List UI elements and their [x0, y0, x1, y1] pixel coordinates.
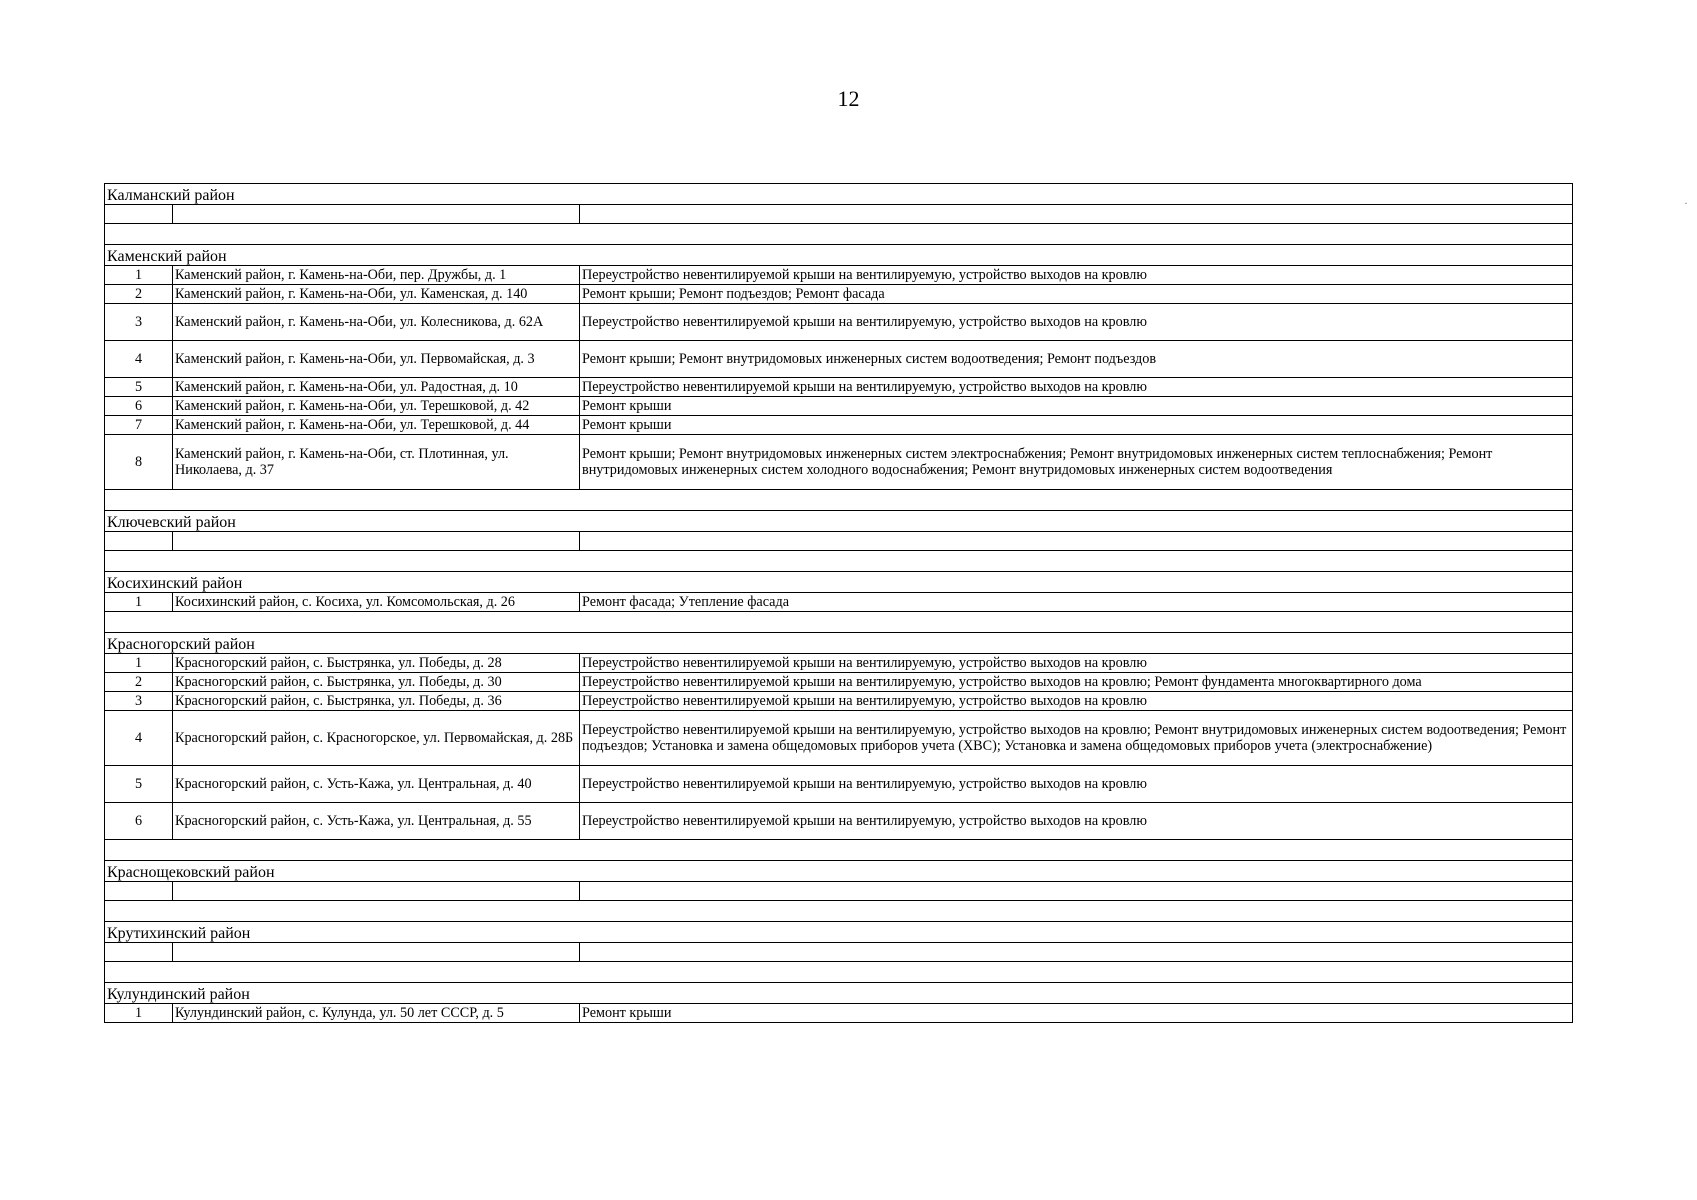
row-number: 3: [105, 692, 173, 711]
empty-row: [105, 205, 1573, 224]
work-cell: [580, 205, 1573, 224]
row-number: 5: [105, 766, 173, 803]
district-name: Косихинский район: [105, 572, 1573, 593]
table-row: [105, 397, 1573, 416]
work-types-cell: Переустройство невентилируемой крыши на вентилируемую, устройство выходов на кровлю: [580, 304, 1573, 341]
table-row: [105, 803, 1573, 840]
district-header-row: [105, 922, 1573, 943]
district-header-row: [105, 184, 1573, 205]
spacer-row: [105, 901, 1573, 922]
table-row: [105, 416, 1573, 435]
address-cell: Косихинский район, с. Косиха, ул. Комсомольская, д. 26: [173, 593, 580, 612]
num-cell: [105, 943, 173, 962]
work-cell: [580, 882, 1573, 901]
page-number: 12: [837, 86, 860, 111]
row-number: 6: [105, 803, 173, 840]
district-name: Красногорский район: [105, 633, 1573, 654]
address-cell: Каменский район, г. Камень-на-Оби, ул. Терешковой, д. 42: [173, 397, 580, 416]
address-cell: Красногорский район, с. Быстрянка, ул. Победы, д. 28: [173, 654, 580, 673]
spacer-cell: [105, 612, 1573, 633]
work-cell: [580, 532, 1573, 551]
spacer-row: [105, 224, 1573, 245]
repair-register-table: [104, 183, 1573, 1023]
address-cell: [173, 532, 580, 551]
table-row: [105, 1004, 1573, 1023]
work-types-cell: Переустройство невентилируемой крыши на вентилируемую, устройство выходов на кровлю; Ремонт внутридомовых инженерных систем водоотведения; Ремонт подъездов; Установка и замена общедомовых приборов учета (ХВС); Установка и замена общедомовых приборов учета (электроснабжение): [580, 711, 1573, 766]
address-cell: Каменский район, г. Камень-на-Оби, ул. Первомайская, д. 3: [173, 341, 580, 378]
spacer-row: [105, 612, 1573, 633]
spacer-cell: [105, 490, 1573, 511]
district-header-row: [105, 511, 1573, 532]
spacer-cell: [105, 840, 1573, 861]
row-number: 2: [105, 673, 173, 692]
address-cell: Каменский район, г. Камень-на-Оби, ул. Колесникова, д. 62А: [173, 304, 580, 341]
row-number: 2: [105, 285, 173, 304]
work-cell: [580, 943, 1573, 962]
work-types-cell: Переустройство невентилируемой крыши на вентилируемую, устройство выходов на кровлю: [580, 692, 1573, 711]
district-name: Калманский район: [105, 184, 1573, 205]
row-number: 1: [105, 1004, 173, 1023]
row-number: 7: [105, 416, 173, 435]
row-number: 8: [105, 435, 173, 490]
table-row: [105, 285, 1573, 304]
address-cell: Каменский район, г. Камень-на-Оби, ст. Плотинная, ул. Николаева, д. 37: [173, 435, 580, 490]
table-row: [105, 341, 1573, 378]
row-number: 1: [105, 593, 173, 612]
row-number: 1: [105, 654, 173, 673]
spacer-cell: [105, 901, 1573, 922]
empty-row: [105, 882, 1573, 901]
district-name: Ключевский район: [105, 511, 1573, 532]
num-cell: [105, 882, 173, 901]
address-cell: Красногорский район, с. Быстрянка, ул. Победы, д. 36: [173, 692, 580, 711]
work-types-cell: Переустройство невентилируемой крыши на вентилируемую, устройство выходов на кровлю: [580, 654, 1573, 673]
address-cell: Красногорский район, с. Усть-Кажа, ул. Центральная, д. 55: [173, 803, 580, 840]
district-name: Кулундинский район: [105, 983, 1573, 1004]
spacer-row: [105, 551, 1573, 572]
address-cell: Красногорский район, с. Красногорское, ул. Первомайская, д. 28Б: [173, 711, 580, 766]
spacer-row: [105, 962, 1573, 983]
work-types-cell: Переустройство невентилируемой крыши на вентилируемую, устройство выходов на кровлю: [580, 378, 1573, 397]
spacer-cell: [105, 962, 1573, 983]
scan-artifact: ·: [1684, 196, 1688, 210]
row-number: 6: [105, 397, 173, 416]
empty-row: [105, 532, 1573, 551]
work-types-cell: Ремонт крыши; Ремонт подъездов; Ремонт фасада: [580, 285, 1573, 304]
address-cell: [173, 882, 580, 901]
spacer-cell: [105, 551, 1573, 572]
num-cell: [105, 205, 173, 224]
district-header-row: [105, 983, 1573, 1004]
row-number: 3: [105, 304, 173, 341]
num-cell: [105, 532, 173, 551]
work-types-cell: Переустройство невентилируемой крыши на вентилируемую, устройство выходов на кровлю: [580, 766, 1573, 803]
spacer-row: [105, 840, 1573, 861]
work-types-cell: Переустройство невентилируемой крыши на вентилируемую, устройство выходов на кровлю: [580, 803, 1573, 840]
address-cell: [173, 205, 580, 224]
district-name: Каменский район: [105, 245, 1573, 266]
district-name: Крутихинский район: [105, 922, 1573, 943]
spacer-row: [105, 490, 1573, 511]
address-cell: Красногорский район, с. Быстрянка, ул. Победы, д. 30: [173, 673, 580, 692]
work-types-cell: Переустройство невентилируемой крыши на вентилируемую, устройство выходов на кровлю: [580, 266, 1573, 285]
empty-row: [105, 943, 1573, 962]
table-row: [105, 654, 1573, 673]
work-types-cell: Ремонт крыши: [580, 397, 1573, 416]
table-row: [105, 304, 1573, 341]
register-body: [105, 184, 1573, 1023]
district-header-row: [105, 861, 1573, 882]
work-types-cell: Ремонт фасада; Утепление фасада: [580, 593, 1573, 612]
work-types-cell: Ремонт крыши: [580, 1004, 1573, 1023]
address-cell: Кулундинский район, с. Кулунда, ул. 50 лет СССР, д. 5: [173, 1004, 580, 1023]
address-cell: Красногорский район, с. Усть-Кажа, ул. Центральная, д. 40: [173, 766, 580, 803]
row-number: 4: [105, 341, 173, 378]
row-number: 1: [105, 266, 173, 285]
work-types-cell: Ремонт крыши; Ремонт внутридомовых инженерных систем электроснабжения; Ремонт внутридомовых инженерных систем теплоснабжения; Ремонт внутридомовых инженерных систем холодного водоснабжения; Ремонт внутридомовых инженерных систем водоотведения: [580, 435, 1573, 490]
district-header-row: [105, 633, 1573, 654]
table-row: [105, 378, 1573, 397]
address-cell: [173, 943, 580, 962]
work-types-cell: Ремонт крыши: [580, 416, 1573, 435]
address-cell: Каменский район, г. Камень-на-Оби, ул. Терешковой, д. 44: [173, 416, 580, 435]
table-row: [105, 673, 1573, 692]
address-cell: Каменский район, г. Камень-на-Оби, ул. Каменская, д. 140: [173, 285, 580, 304]
district-header-row: [105, 572, 1573, 593]
spacer-cell: [105, 224, 1573, 245]
address-cell: Каменский район, г. Камень-на-Оби, ул. Радостная, д. 10: [173, 378, 580, 397]
row-number: 5: [105, 378, 173, 397]
district-header-row: [105, 245, 1573, 266]
table-row: [105, 266, 1573, 285]
table-row: [105, 593, 1573, 612]
work-types-cell: Ремонт крыши; Ремонт внутридомовых инженерных систем водоотведения; Ремонт подъездов: [580, 341, 1573, 378]
table-row: [105, 766, 1573, 803]
row-number: 4: [105, 711, 173, 766]
table-row: [105, 435, 1573, 490]
table-row: [105, 711, 1573, 766]
table-row: [105, 692, 1573, 711]
district-name: Краснощековский район: [105, 861, 1573, 882]
address-cell: Каменский район, г. Камень-на-Оби, пер. Дружбы, д. 1: [173, 266, 580, 285]
work-types-cell: Переустройство невентилируемой крыши на вентилируемую, устройство выходов на кровлю; Ремонт фундамента многоквартирного дома: [580, 673, 1573, 692]
